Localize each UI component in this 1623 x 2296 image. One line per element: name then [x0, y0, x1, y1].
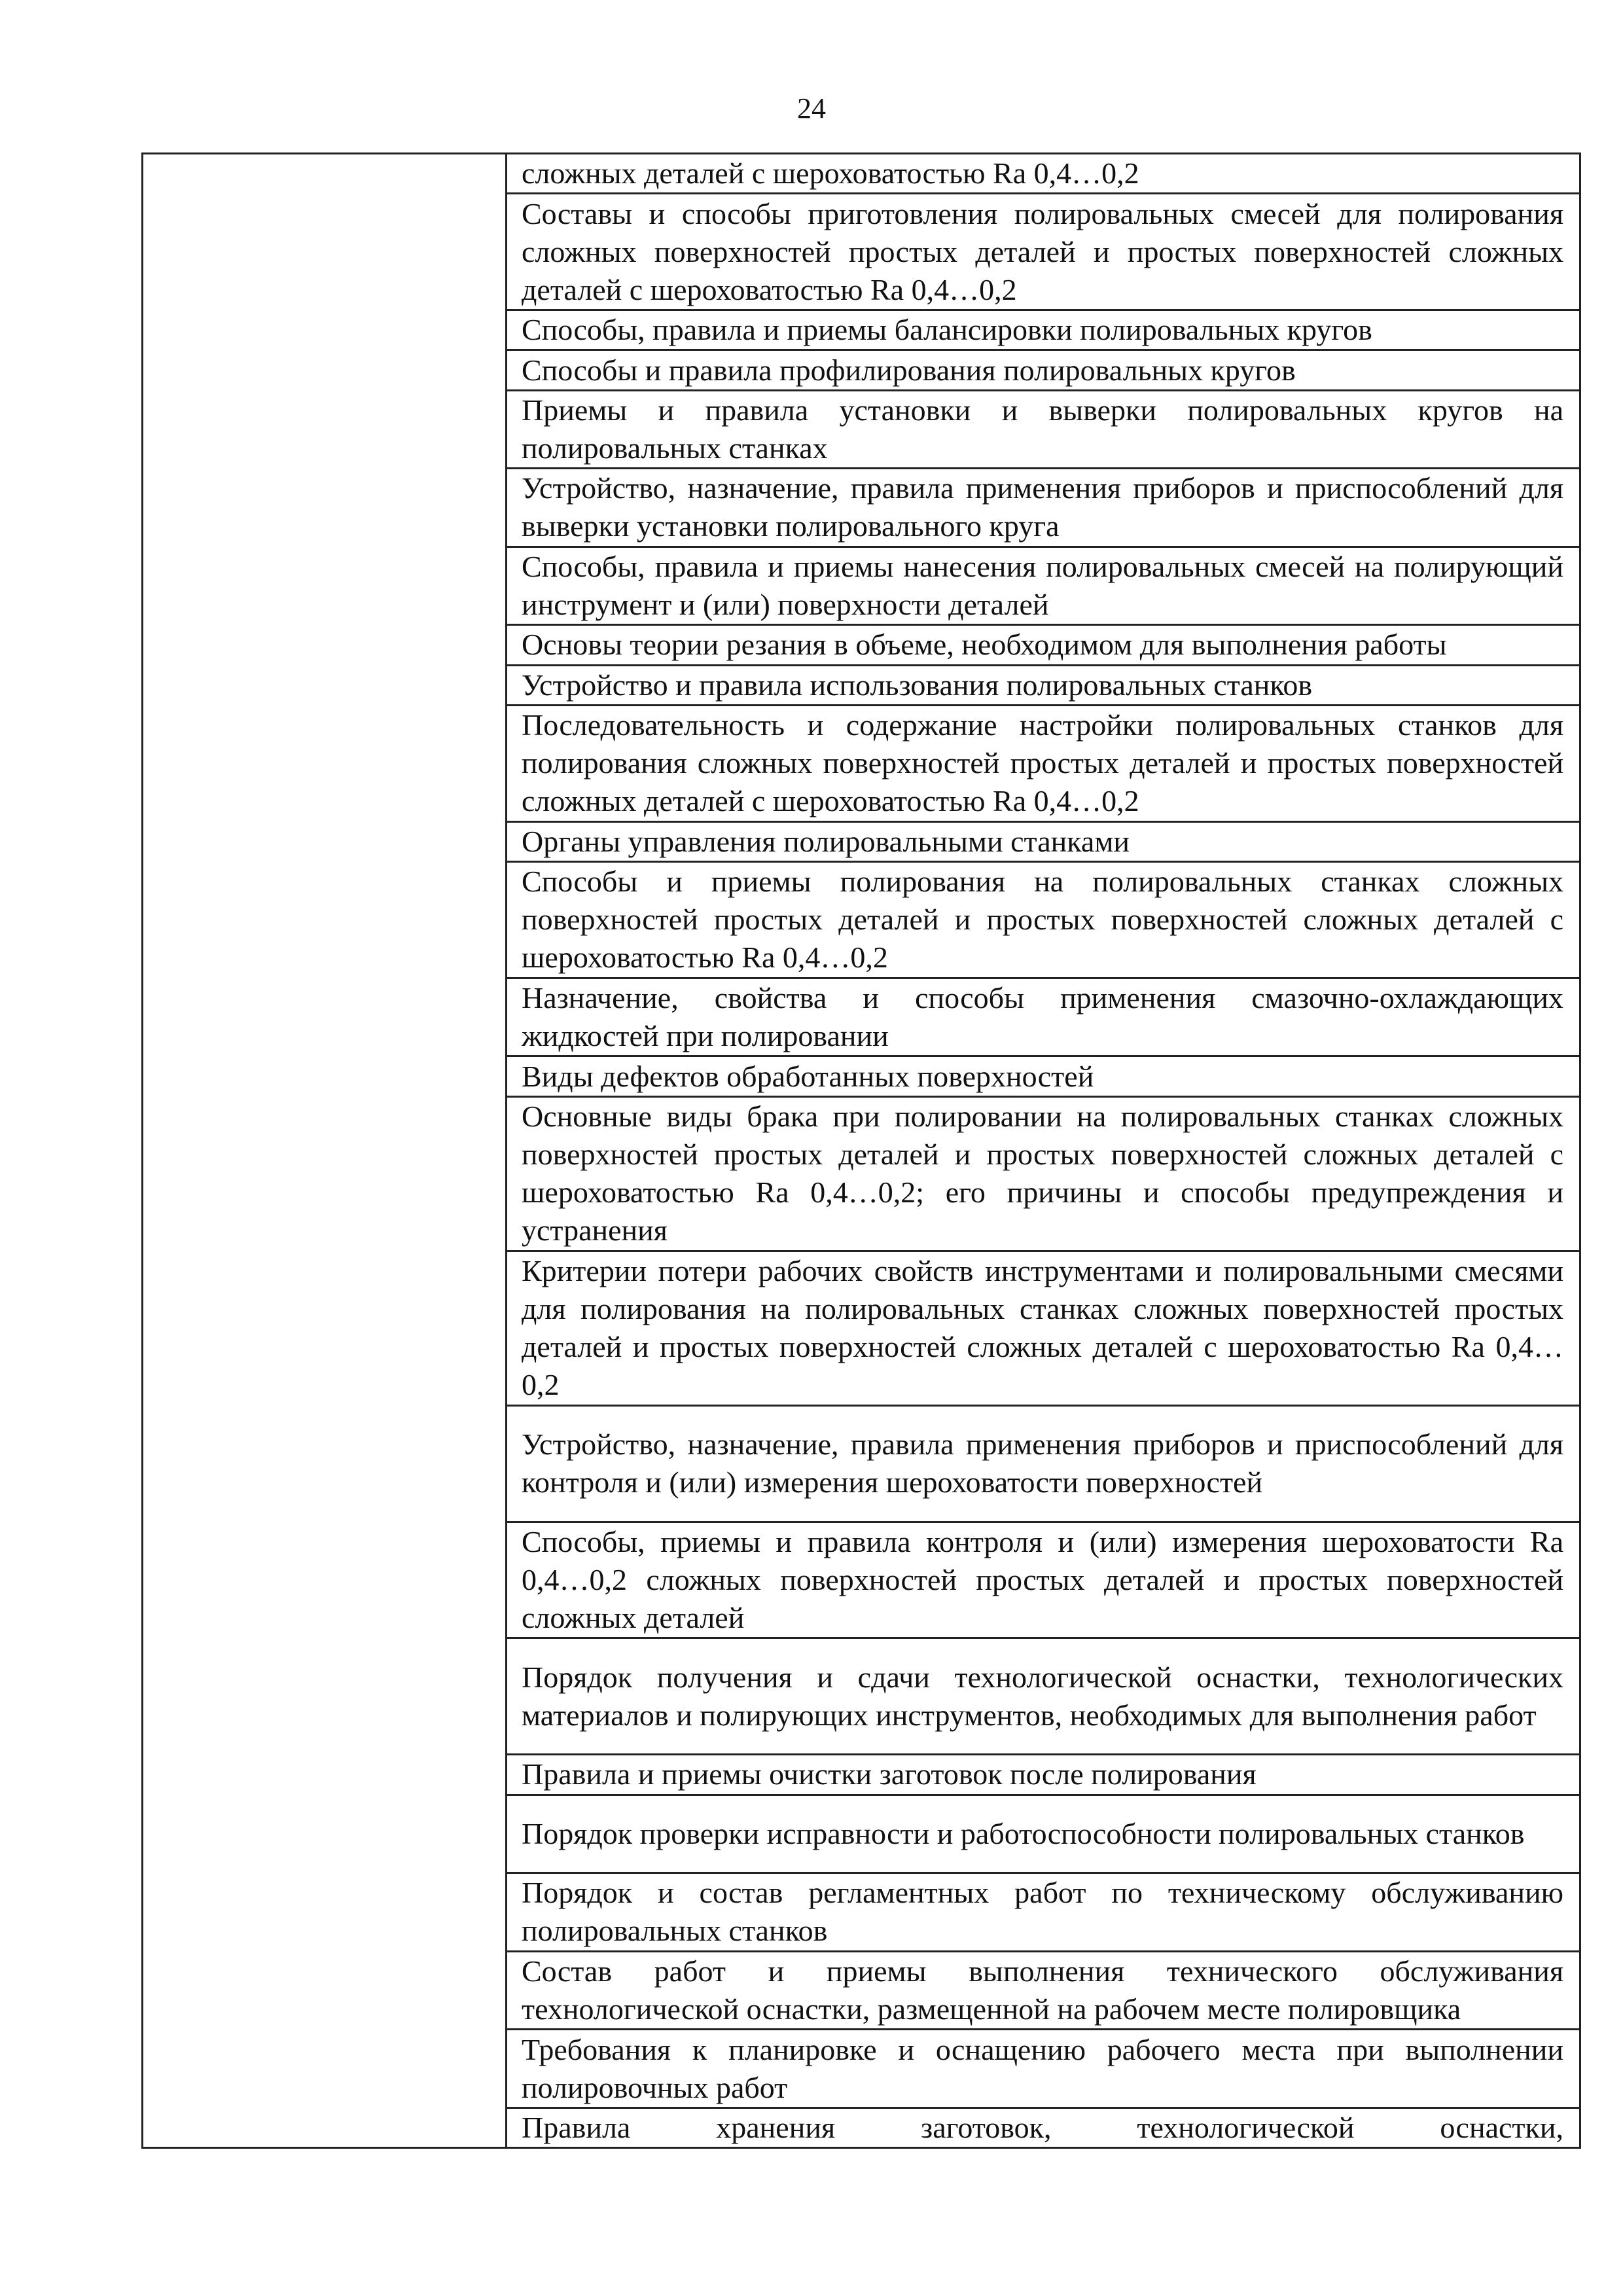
- table-left-cell: [143, 154, 507, 2147]
- table-row: [507, 311, 1579, 351]
- table-row-text: Основы теории резания в объеме, необходимом для выполнения работы: [522, 628, 1447, 662]
- table-row-text: Устройство, назначение, правила применения приборов и приспособлений для контроля и (или) измерения шероховатости поверхностей: [522, 1427, 1563, 1499]
- table-row: [507, 2109, 1579, 2147]
- table-row: [507, 391, 1579, 470]
- table-row: [507, 666, 1579, 706]
- table-row-text: Способы, приемы и правила контроля и (или) измерения шероховатости Ra 0,4…0,2 сложных поверхностей простых деталей и простых поверхностей сложных деталей: [522, 1525, 1563, 1635]
- table-row: [507, 1252, 1579, 1407]
- table-row: [507, 548, 1579, 626]
- table-row-text: Устройство и правила использования полировальных станков: [522, 668, 1313, 702]
- table-row-text: Состав работ и приемы выполнения технического обслуживания технологической оснастки, размещенной на рабочем месте полировщика: [522, 1954, 1563, 2026]
- table-row: [507, 1523, 1579, 1640]
- requirements-table: [141, 152, 1581, 2149]
- table-row: [507, 194, 1579, 311]
- table-row: [507, 706, 1579, 823]
- table-row: [507, 1057, 1579, 1097]
- table-row: [507, 1098, 1579, 1252]
- table-row: [507, 1796, 1579, 1874]
- page-number: 24: [797, 92, 826, 124]
- table-row-text: Последовательность и содержание настройки полировальных станков для полирования сложных поверхностей простых деталей и простых поверхностей сложных деталей с шероховатостью Ra 0,4…0,2: [522, 708, 1563, 818]
- table-row: [507, 351, 1579, 391]
- table-row: [507, 1874, 1579, 1952]
- table-row-text: Способы и приемы полирования на полировальных станках сложных поверхностей простых деталей и простых поверхностей сложных деталей с шероховатостью Ra 0,4…0,2: [522, 865, 1563, 975]
- table-row-text: Правила хранения заготовок, технологической оснастки,: [522, 2110, 1563, 2144]
- table-row-text: Основные виды брака при полировании на полировальных станках сложных поверхностей простых деталей и простых поверхностей сложных деталей с шероховатостью Ra 0,4…0,2; его причины и способы предупреждения и устранения: [522, 1100, 1563, 1247]
- table-row: [507, 823, 1579, 863]
- table-row-text: Порядок проверки исправности и работоспособности полировальных станков: [522, 1816, 1525, 1850]
- table-row-text: Требования к планировке и оснащению рабочего места при выполнении полировочных работ: [522, 2032, 1563, 2104]
- table-row: [507, 1952, 1579, 2031]
- table-row: [507, 1407, 1579, 1523]
- table-row: [507, 469, 1579, 548]
- table-row: [507, 626, 1579, 666]
- table-row-text: Органы управления полировальными станками: [522, 824, 1130, 858]
- table-row: [507, 863, 1579, 979]
- table-row-text: Виды дефектов обработанных поверхностей: [522, 1059, 1094, 1093]
- table-row-text: Способы, правила и приемы балансировки полировальных кругов: [522, 313, 1372, 347]
- table-row-text: сложных деталей с шероховатостью Ra 0,4…0,2: [522, 156, 1139, 190]
- table-row-text: Порядок получения и сдачи технологической оснастки, технологических материалов и полирующих инструментов, необходимых для выполнения работ: [522, 1660, 1563, 1732]
- table-row-text: Составы и способы приготовления полировальных смесей для полирования сложных поверхностей простых деталей и простых поверхностей сложных деталей с шероховатостью Ra 0,4…0,2: [522, 196, 1563, 306]
- table-row-text: Способы, правила и приемы нанесения полировальных смесей на полирующий инструмент и (или) поверхности деталей: [522, 550, 1563, 622]
- table-row: [507, 2030, 1579, 2109]
- table-row-text: Критерии потери рабочих свойств инструментами и полировальными смесями для полирования на полировальных станках сложных поверхностей простых деталей и простых поверхностей сложных деталей с шероховатостью Ra 0,4…0,2: [522, 1254, 1563, 1402]
- table-row-text: Устройство, назначение, правила применения приборов и приспособлений для выверки установки полировального круга: [522, 471, 1563, 543]
- table-row-text: Назначение, свойства и способы применения смазочно-охлаждающих жидкостей при полировании: [522, 981, 1563, 1053]
- table-right-column: [507, 154, 1579, 2147]
- table-row: [507, 1755, 1579, 1795]
- table-row-text: Приемы и правила установки и выверки полировальных кругов на полировальных станках: [522, 393, 1563, 465]
- table-row: [507, 154, 1579, 194]
- table-row-text: Порядок и состав регламентных работ по техническому обслуживанию полировальных станков: [522, 1876, 1563, 1948]
- table-row-text: Способы и правила профилирования полировальных кругов: [522, 353, 1296, 387]
- table-row-text: Правила и приемы очистки заготовок после полирования: [522, 1757, 1257, 1791]
- table-row: [507, 1639, 1579, 1755]
- table-row: [507, 979, 1579, 1058]
